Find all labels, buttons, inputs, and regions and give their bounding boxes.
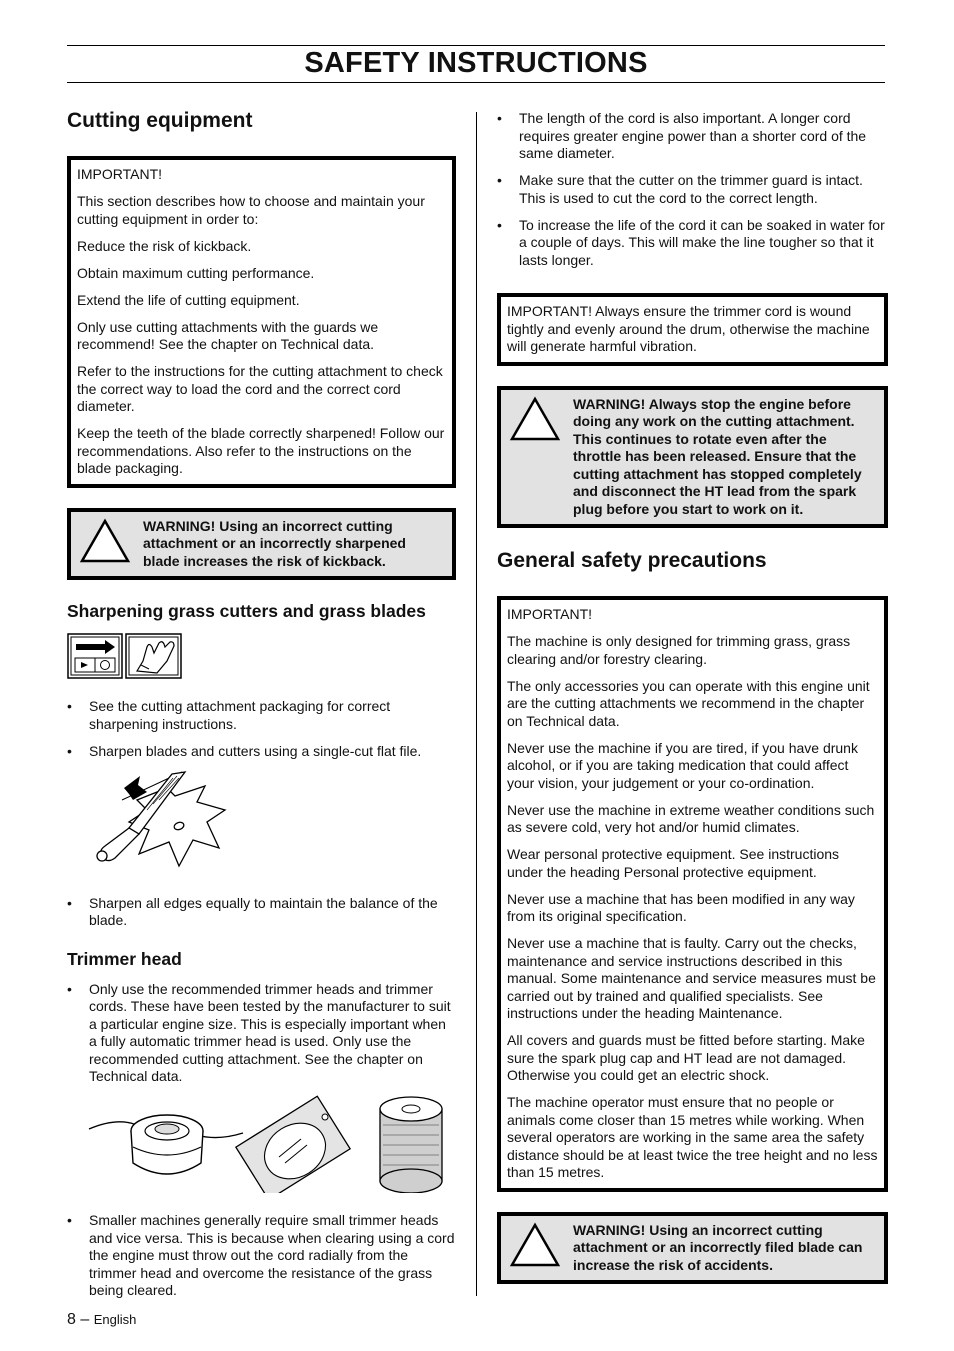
box-paragraph: Never use a machine that is faulty. Carry out the checks, maintenance and service instructions described in this manual. Some maintenance and service measures must be carried out by trained and qualified specialists. See instructions under the heading Maintenance. [507, 935, 876, 1021]
left-column [67, 98, 456, 1309]
list-item: • Sharpen all edges equally to maintain the balance of the blade. [67, 895, 456, 930]
list-item: • Smaller machines generally require small trimmer heads and vice versa. This is because when clearing using a cord the engine must throw out the cord radially from the trimmer head and overcome the resistance of the grass being cleared. [67, 1212, 456, 1300]
subsection-title-sharpening: Sharpening grass cutters and grass blades [67, 601, 426, 621]
box-paragraph: Wear personal protective equipment. See instructions under the heading Personal protective equipment. [507, 846, 840, 880]
list-item: • Sharpen blades and cutters using a single-cut flat file. [67, 743, 456, 761]
sharpening-bullets [67, 698, 456, 760]
list-item: • Make sure that the cutter on the trimmer guard is intact. This is used to cut the cord to the correct length. [497, 172, 888, 207]
box-paragraph: Extend the life of cutting equipment. [77, 291, 300, 308]
box-paragraph: Keep the teeth of the blade correctly sharpened! Follow our recommendations. Also refer to the instructions on the blade packaging. [77, 425, 445, 476]
page-title: SAFETY INSTRUCTIONS [304, 47, 648, 79]
warning-triangle-icon [509, 1222, 573, 1275]
box-paragraph: Reduce the risk of kickback. [77, 237, 252, 254]
sharpening-bullets-2 [67, 895, 456, 930]
warning-box-stop-engine [497, 386, 888, 529]
cord-bullets [497, 110, 888, 269]
box-paragraph: Never use a machine that has been modified in any way from its original specification. [507, 890, 855, 924]
trimmer-bullets [67, 981, 456, 1086]
list-item: • The length of the cord is also important. A longer cord requires greater engine power than a shorter cord of the same diameter. [497, 110, 888, 163]
page-number: 8 – [67, 1311, 90, 1328]
page-header [67, 45, 885, 83]
warning-triangle-icon [509, 396, 573, 519]
box-paragraph: All covers and guards must be fitted before starting. Make sure the spark plug cap and HT lead are not damaged. Otherwise you could get an electric shock. [507, 1032, 865, 1083]
box-paragraph: IMPORTANT! [507, 606, 593, 622]
important-box-cord [497, 293, 888, 366]
important-box-general [497, 596, 888, 1192]
box-paragraph: Obtain maximum cutting performance. [77, 264, 315, 281]
warning-box-accidents [497, 1212, 888, 1285]
page-footer [67, 1311, 136, 1329]
box-paragraph: Refer to the instructions for the cutting attachment to check the correct way to load the cord and the correct cord diameter. [77, 363, 443, 414]
subsection-title-trimmer-head: Trimmer head [67, 948, 182, 969]
warning-text: WARNING! Using an incorrect cutting attachment or an incorrectly filed blade can increase the risk of accidents. [573, 1221, 863, 1273]
list-item: • To increase the life of the cord it can be soaked in water for a couple of days. This will make the line tougher so that it lasts longer. [497, 217, 888, 270]
warning-box-kickback [67, 508, 456, 581]
list-item: • Only use the recommended trimmer heads and trimmer cords. These have been tested by the manufacturer to suit a particular engine size. This is especially important when a fully automatic trimmer head is used. Only use the recommended cutting attachment. See the chapter on Technical data. [67, 981, 456, 1086]
column-divider [476, 112, 477, 1296]
trimmer-bullets-2 [67, 1212, 456, 1300]
box-paragraph: IMPORTANT! Always ensure the trimmer cord is wound tightly and evenly around the drum, otherwise the machine will generate harmful vibration. [507, 303, 870, 354]
warning-text: WARNING! Always stop the engine before doing any work on the cutting attachment. This continues to rotate even after the throttle has been released. Ensure that the cutting attachment has stopped completely and disconnect the HT lead from the spark plug before you start to work on it. [573, 395, 862, 517]
box-paragraph: The only accessories you can operate with this engine unit are the cutting attachments we recommend in the chapter on Technical data. [507, 677, 870, 729]
instruction-icons [67, 633, 456, 684]
box-paragraph: The machine is only designed for trimming grass, grass clearing and/or forestry clearing. [507, 633, 851, 667]
box-paragraph: IMPORTANT! [77, 166, 163, 182]
trimmer-head-illustration [67, 1095, 456, 1198]
warning-text: WARNING! Using an incorrect cutting attachment or an incorrectly sharpened blade increases the risk of kickback. [143, 517, 406, 569]
section-title-general-safety: General safety precautions [497, 549, 767, 572]
important-box-cutting [67, 156, 456, 488]
footer-language: English [93, 1312, 137, 1327]
blade-file-illustration [67, 770, 456, 881]
box-paragraph: Never use the machine if you are tired, if you have drunk alcohol, or if you are taking medication that could affect your vision, your judgement or your co-ordination. [507, 739, 858, 791]
warning-triangle-icon [79, 518, 143, 571]
box-paragraph: This section describes how to choose and maintain your cutting equipment in order to: [77, 193, 425, 227]
right-column [497, 110, 888, 1304]
box-paragraph: Only use cutting attachments with the guards we recommend! See the chapter on Technical data. [77, 318, 379, 352]
box-paragraph: Never use the machine in extreme weather conditions such as severe cold, very hot and/or humid climates. [507, 801, 875, 835]
box-paragraph: The machine operator must ensure that no people or animals come closer than 15 metres while working. When several operators are working in the same area the safety distance should be at least twice the tree height and no less than 15 metres. [507, 1094, 878, 1180]
list-item: • See the cutting attachment packaging for correct sharpening instructions. [67, 698, 456, 733]
section-title-cutting-equipment: Cutting equipment [67, 109, 253, 132]
